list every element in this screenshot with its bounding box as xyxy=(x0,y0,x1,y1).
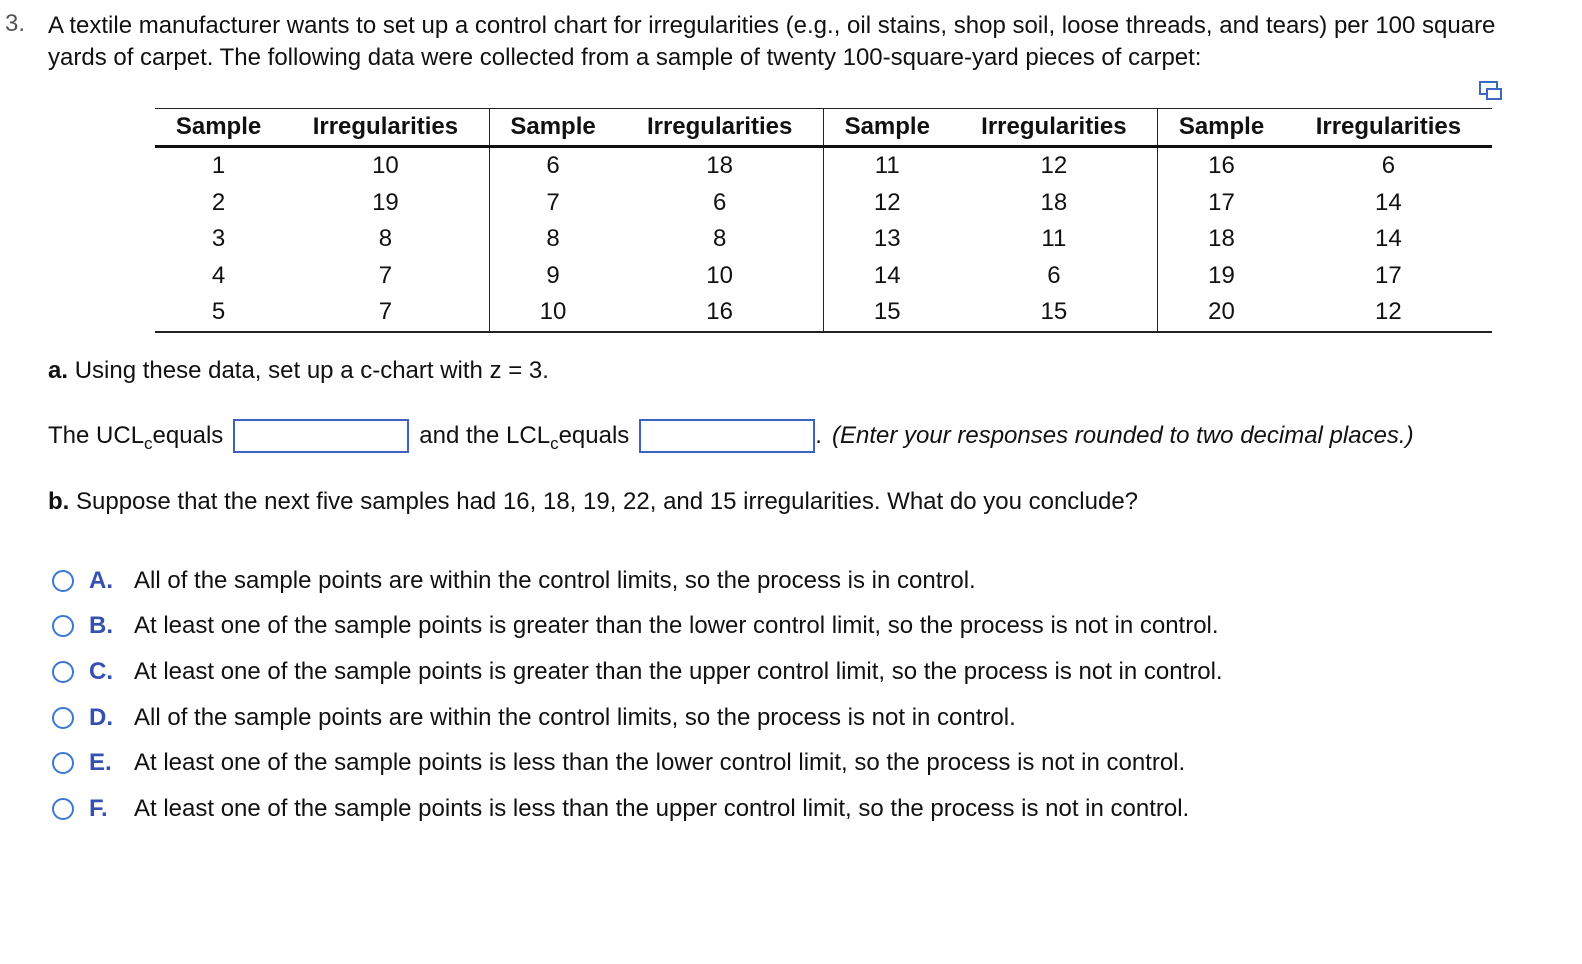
option-f[interactable] xyxy=(52,786,1223,832)
option-a[interactable] xyxy=(52,558,1223,604)
table-cell: 15 xyxy=(823,294,950,332)
option-letter: D. xyxy=(89,703,113,731)
column-header: Irregularities xyxy=(1285,109,1492,147)
table-cell: 18 xyxy=(706,152,733,180)
option-letter: A. xyxy=(89,566,113,594)
table-cell: 10 xyxy=(372,152,399,180)
table-cell: 20 xyxy=(1158,294,1285,332)
table-cell: 8 xyxy=(712,225,727,253)
question-number: 3. xyxy=(5,10,26,37)
period: . xyxy=(815,422,822,449)
table-cell: 6 xyxy=(712,188,727,216)
table-cell: 8 xyxy=(489,221,616,258)
table-cell: 12 xyxy=(1040,152,1068,180)
table-cell: 16 xyxy=(1158,147,1285,185)
table-cell: 18 xyxy=(1158,221,1285,258)
rounding-note: (Enter your responses rounded to two decimal places.) xyxy=(831,422,1414,449)
table-cell: 10 xyxy=(706,261,733,289)
column-header: Irregularities xyxy=(951,109,1158,147)
table-row xyxy=(155,258,1492,295)
option-d[interactable] xyxy=(52,695,1223,741)
option-text: All of the sample points are within the control limits, so the process is not in control. xyxy=(134,703,1016,731)
table-row xyxy=(155,185,1492,222)
ucl-subscript: c xyxy=(144,434,153,453)
column-header: Sample xyxy=(155,109,282,147)
radio-button[interactable] xyxy=(52,798,74,820)
table-cell: 11 xyxy=(823,147,950,185)
table-cell: 18 xyxy=(1040,188,1068,216)
table-cell: 19 xyxy=(1158,258,1285,295)
table-cell: 14 xyxy=(1375,225,1402,253)
radio-button[interactable] xyxy=(52,707,74,729)
ucl-prefix: The UCL xyxy=(48,422,145,449)
option-text: All of the sample points are within the control limits, so the process is in control. xyxy=(134,566,976,594)
table-cell: 17 xyxy=(1158,185,1285,222)
option-text: At least one of the sample points is less than the lower control limit, so the process is not in control. xyxy=(134,749,1186,777)
option-letter: E. xyxy=(89,749,112,777)
table-cell: 14 xyxy=(823,258,950,295)
table-cell: 6 xyxy=(1047,261,1061,289)
table-cell: 19 xyxy=(372,188,399,216)
table-cell: 16 xyxy=(616,294,823,332)
option-letter: C. xyxy=(89,657,113,685)
part-b-label: b. xyxy=(48,488,70,515)
option-c[interactable] xyxy=(52,649,1223,695)
option-letter: B. xyxy=(89,612,113,640)
option-b[interactable] xyxy=(52,604,1223,650)
copy-table-icon[interactable] xyxy=(1478,80,1504,102)
part-a-text: Using these data, set up a c-chart with z = 3. xyxy=(74,357,549,384)
table-cell: 7 xyxy=(378,261,393,289)
table-cell: 14 xyxy=(1375,188,1402,216)
part-a-prompt xyxy=(48,357,549,385)
table-cell: 11 xyxy=(1041,225,1067,253)
table-cell: 12 xyxy=(1285,294,1492,332)
column-header: Irregularities xyxy=(616,109,823,147)
table-row xyxy=(155,147,1492,185)
ucl-input[interactable] xyxy=(233,419,409,453)
ucl-suffix: equals xyxy=(152,422,224,449)
answer-line xyxy=(48,418,1414,454)
table-cell: 1 xyxy=(211,152,226,180)
answer-options xyxy=(52,558,1223,832)
table-cell: 6 xyxy=(489,147,616,185)
lcl-suffix: equals xyxy=(558,422,630,449)
table-row xyxy=(155,294,1492,332)
table-cell: 4 xyxy=(211,261,226,289)
table-cell: 12 xyxy=(823,185,950,222)
table-cell: 9 xyxy=(489,258,616,295)
table-cell: 5 xyxy=(155,294,282,332)
lcl-subscript: c xyxy=(550,434,559,453)
table-cell: 17 xyxy=(1375,261,1402,289)
radio-button[interactable] xyxy=(52,615,74,637)
option-e[interactable] xyxy=(52,740,1223,786)
table-cell: 15 xyxy=(951,294,1158,332)
table-row xyxy=(155,221,1492,258)
question-intro: A textile manufacturer wants to set up a control chart for irregularities (e.g., oil stains, shop soil, loose threads, and tears) per 100 square yards of carpet. The following data were collected from a sample of twenty 100-square-yard pieces of carpet: xyxy=(48,12,1496,71)
option-text: At least one of the sample points is greater than the upper control limit, so the process is not in control. xyxy=(134,657,1223,685)
radio-button[interactable] xyxy=(52,661,74,683)
table-cell: 7 xyxy=(489,185,616,222)
table-cell: 6 xyxy=(1381,152,1396,180)
radio-button[interactable] xyxy=(52,752,74,774)
lcl-input[interactable] xyxy=(639,419,815,453)
column-header: Sample xyxy=(1158,109,1285,147)
option-letter: F. xyxy=(89,794,108,822)
column-header: Sample xyxy=(823,109,950,147)
table-cell: 10 xyxy=(489,294,616,332)
column-header: Sample xyxy=(489,109,616,147)
lcl-prefix: and the LCL xyxy=(419,422,551,449)
part-b-prompt xyxy=(48,488,1138,516)
data-table xyxy=(155,108,1492,333)
table-cell: 2 xyxy=(211,188,226,216)
radio-button[interactable] xyxy=(52,570,74,592)
part-a-label: a. xyxy=(48,357,69,384)
option-text: At least one of the sample points is greater than the lower control limit, so the process is not in control. xyxy=(134,612,1219,640)
table-cell: 8 xyxy=(378,225,393,253)
column-header: Irregularities xyxy=(282,109,489,147)
option-text: At least one of the sample points is less than the upper control limit, so the process is not in control. xyxy=(134,794,1190,822)
table-cell: 7 xyxy=(282,294,489,332)
table-cell: 3 xyxy=(211,225,226,253)
table-header-row xyxy=(155,109,1492,147)
part-b-text: Suppose that the next five samples had 16, 18, 19, 22, and 15 irregularities. What do you conclude? xyxy=(76,488,1139,515)
table-cell: 13 xyxy=(823,221,950,258)
